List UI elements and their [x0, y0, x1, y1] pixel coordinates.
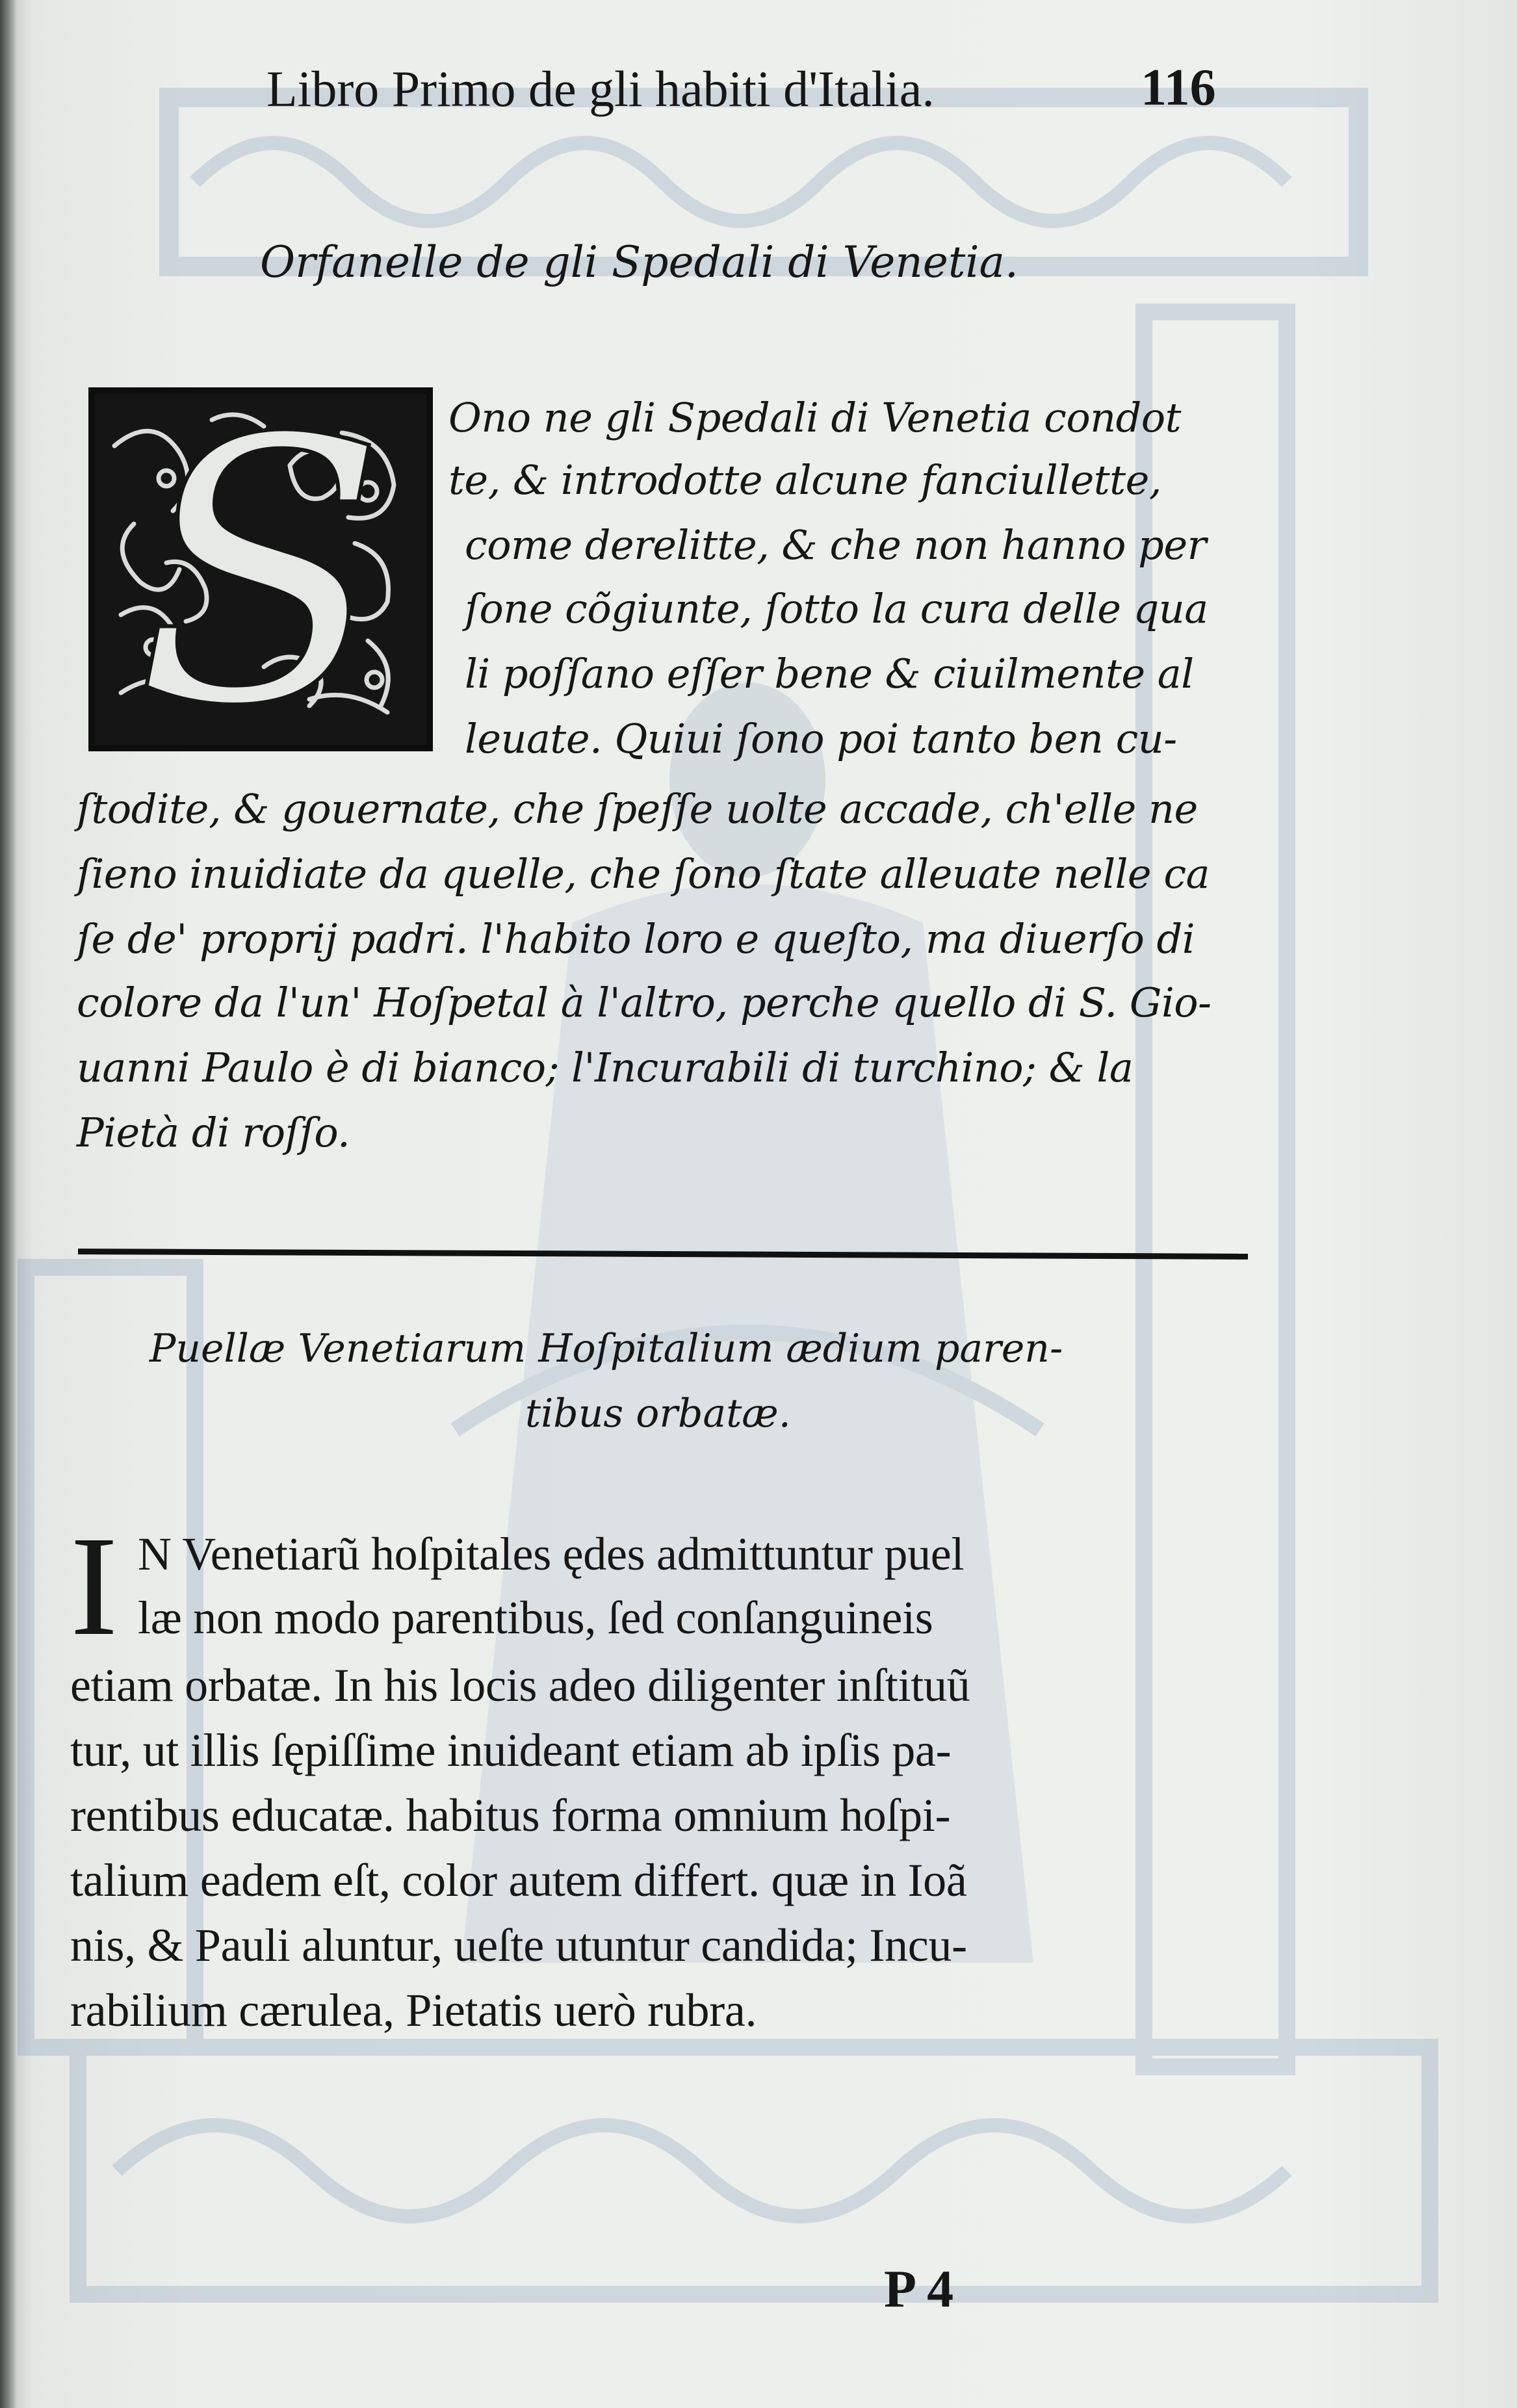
- latin-title-line-2: tibus orbatæ.: [525, 1391, 791, 1436]
- decorated-initial: [88, 387, 433, 751]
- latin-line-3: etiam orbatæ. In his locis adeo diligenter inſtituũ: [70, 1659, 970, 1711]
- page-number: 116: [1141, 59, 1216, 116]
- latin-line-1: N Venetiarũ hoſpitales ędes admittuntur puel: [138, 1528, 965, 1580]
- italian-line-2: te, & introdotte alcune fanciullette,: [448, 456, 1161, 504]
- signature-mark: P 4: [884, 2259, 954, 2318]
- woodcut-ornament-icon: [95, 394, 426, 745]
- latin-line-2: læ non modo parentibus, ſed conſanguineis: [138, 1592, 933, 1644]
- page-header: [266, 47, 1280, 125]
- drop-cap-letter: S: [136, 394, 385, 745]
- latin-line-5: rentibus educatæ. habitus forma omnium hoſpi-: [70, 1789, 951, 1841]
- italian-line-8: ſieno inuidiate da quelle, che ſono ſtate alleuate nelle ca: [77, 850, 1210, 898]
- italian-line-5: li poſſano eſſer bene & ciuilmente al: [465, 650, 1194, 697]
- italian-line-1: Ono ne gli Spedali di Venetia condot: [448, 394, 1182, 441]
- italian-line-10: colore da l'un' Hoſpetal à l'altro, perche quello di S. Gio-: [77, 979, 1212, 1026]
- italian-line-4: ſone cõgiunte, ſotto la cura delle qua: [465, 585, 1208, 632]
- latin-initial: I: [70, 1507, 118, 1665]
- italian-line-11: uanni Paulo è di bianco; l'Incurabili di turchino; & la: [77, 1044, 1134, 1091]
- italian-title: Orfanelle de gli Spedali di Venetia.: [260, 237, 1018, 287]
- italian-line-9: ſe de' proprij padri. l'habito loro e queſto, ma diuerſo di: [77, 915, 1195, 963]
- latin-title-line-1: Puellæ Venetiarum Hoſpitalium ædium paren-: [149, 1326, 1063, 1371]
- latin-line-4: tur, ut illis ſępiſſime inuideant etiam ab ipſis pa-: [70, 1724, 952, 1776]
- italian-line-3: come derelitte, & che non hanno per: [465, 521, 1206, 569]
- italian-line-12: Pietà di roſſo.: [77, 1109, 350, 1156]
- latin-line-6: talium eadem eſt, color autem differt. quæ in Ioã: [70, 1854, 967, 1906]
- running-title: Libro Primo de gli habiti d'Italia.: [266, 60, 935, 117]
- italian-line-7: ſtodite, & gouernate, che ſpeſſe uolte accade, ch'elle ne: [77, 785, 1198, 833]
- italian-line-6: leuate. Quiui ſono poi tanto ben cu-: [465, 715, 1177, 762]
- latin-line-8: rabilium cærulea, Pietatis uerò rubra.: [70, 1984, 757, 2036]
- latin-line-7: nis, & Pauli aluntur, ueſte utuntur candida; Incu-: [70, 1919, 967, 1971]
